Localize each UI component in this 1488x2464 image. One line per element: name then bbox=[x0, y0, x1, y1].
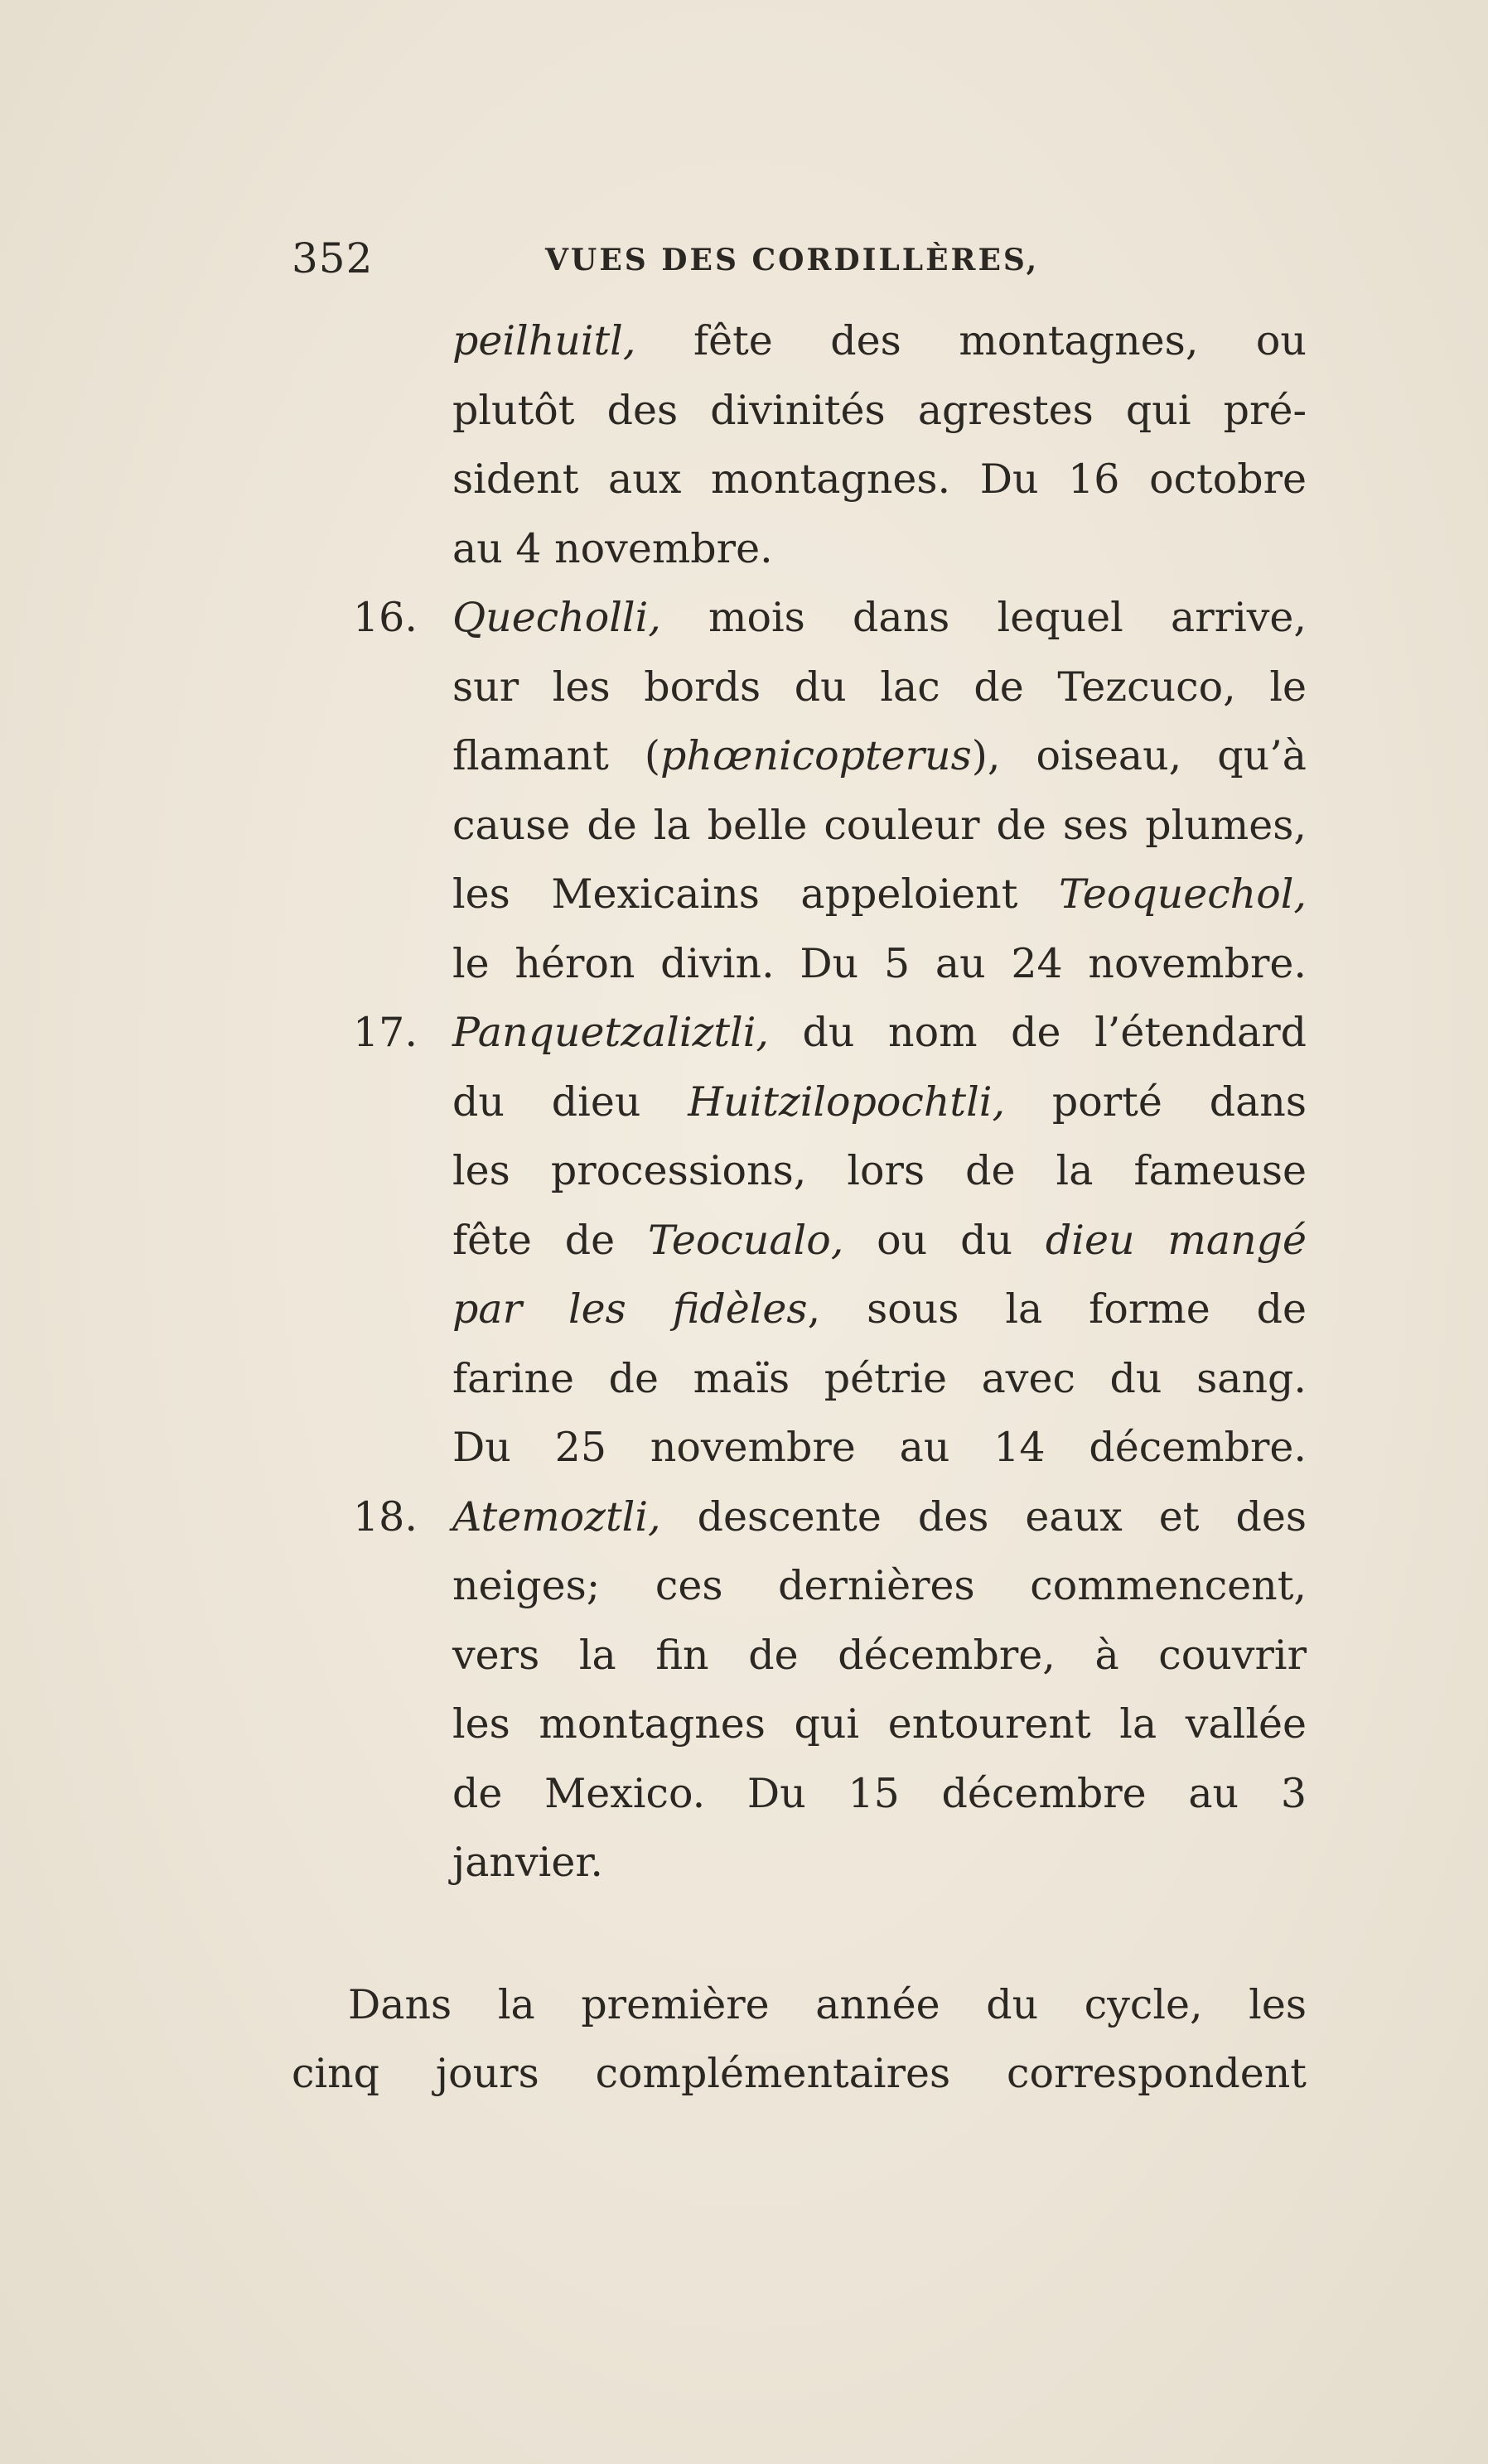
entry-15-line-3: sident aux montagnes. Du 16 octobre bbox=[452, 456, 1307, 503]
entry-18-line-1: 18. Atemoztli, descente des eaux et des bbox=[292, 1483, 1307, 1552]
entry-16-line-3: flamant (phœnicopterus), oiseau, qu’à bbox=[452, 732, 1307, 779]
closing-line-1: Dans la première année du cycle, les bbox=[348, 1980, 1307, 2028]
entry-number: 17. bbox=[353, 1009, 418, 1056]
entry-17-line-5: par les fidèles, sous la forme de bbox=[452, 1285, 1307, 1333]
month-name-atemoztli: Atemoztli, bbox=[452, 1492, 661, 1541]
entry-18-line-5: de Mexico. Du 15 décembre au 3 bbox=[452, 1769, 1307, 1817]
entry-15-line-4: au 4 novembre. bbox=[452, 524, 773, 572]
entry-15-line-2: plutôt des divinités agrestes qui pré- bbox=[452, 386, 1307, 434]
page-number: 352 bbox=[292, 234, 374, 282]
entry-number: 16. bbox=[353, 594, 418, 641]
entry-16-line-2: sur les bords du lac de Tezcuco, le bbox=[452, 663, 1307, 711]
text-block bbox=[292, 306, 1307, 2109]
running-head: VUES DES CORDILLÈRES, bbox=[545, 243, 1040, 277]
entry-17-line-1: 17. Panquetzaliztli, du nom de l’étendard bbox=[292, 998, 1307, 1068]
page-header bbox=[292, 234, 1327, 284]
paragraph-gap bbox=[292, 1897, 1307, 1970]
entry-16-line-5: les Mexicains appeloient Teoquechol, bbox=[452, 870, 1307, 918]
entry-16-line-6: le héron divin. Du 5 au 24 novembre. bbox=[452, 939, 1307, 987]
entry-16-line-4: cause de la belle couleur de ses plumes, bbox=[452, 801, 1307, 849]
month-name-quecholli: Quecholli, bbox=[452, 594, 661, 641]
entry-17-line-3: les processions, lors de la fameuse bbox=[452, 1147, 1307, 1194]
entry-18-line-2: neiges; ces dernières commencent, bbox=[452, 1562, 1307, 1609]
entry-17-line-4: fête de Teocualo, ou du dieu mangé bbox=[452, 1216, 1307, 1264]
entry-18-line-6: janvier. bbox=[452, 1839, 603, 1886]
entry-16-line-1: 16. Quecholli, mois dans lequel arrive, bbox=[292, 583, 1307, 653]
entry-number: 18. bbox=[353, 1492, 418, 1541]
month-name-panquetzaliztli: Panquetzaliztli, bbox=[452, 1009, 769, 1056]
entry-17-line-7: Du 25 novembre au 14 décembre. bbox=[452, 1424, 1307, 1471]
closing-line-2: cinq jours complémentaires correspondent bbox=[292, 2050, 1307, 2097]
entry-17-line-2: du dieu Huitzilopochtli, porté dans bbox=[452, 1078, 1307, 1126]
entry-15-line-1: peilhuitl, fête des montagnes, ou bbox=[452, 317, 1307, 364]
entry-17-line-6: farine de maïs pétrie avec du sang. bbox=[452, 1354, 1307, 1402]
month-name-peilhuitl: peilhuitl, bbox=[452, 317, 636, 364]
entry-18-line-4: les montagnes qui entourent la vallée bbox=[452, 1700, 1307, 1748]
entry-18-line-3: vers la fin de décembre, à couvrir bbox=[452, 1631, 1307, 1679]
